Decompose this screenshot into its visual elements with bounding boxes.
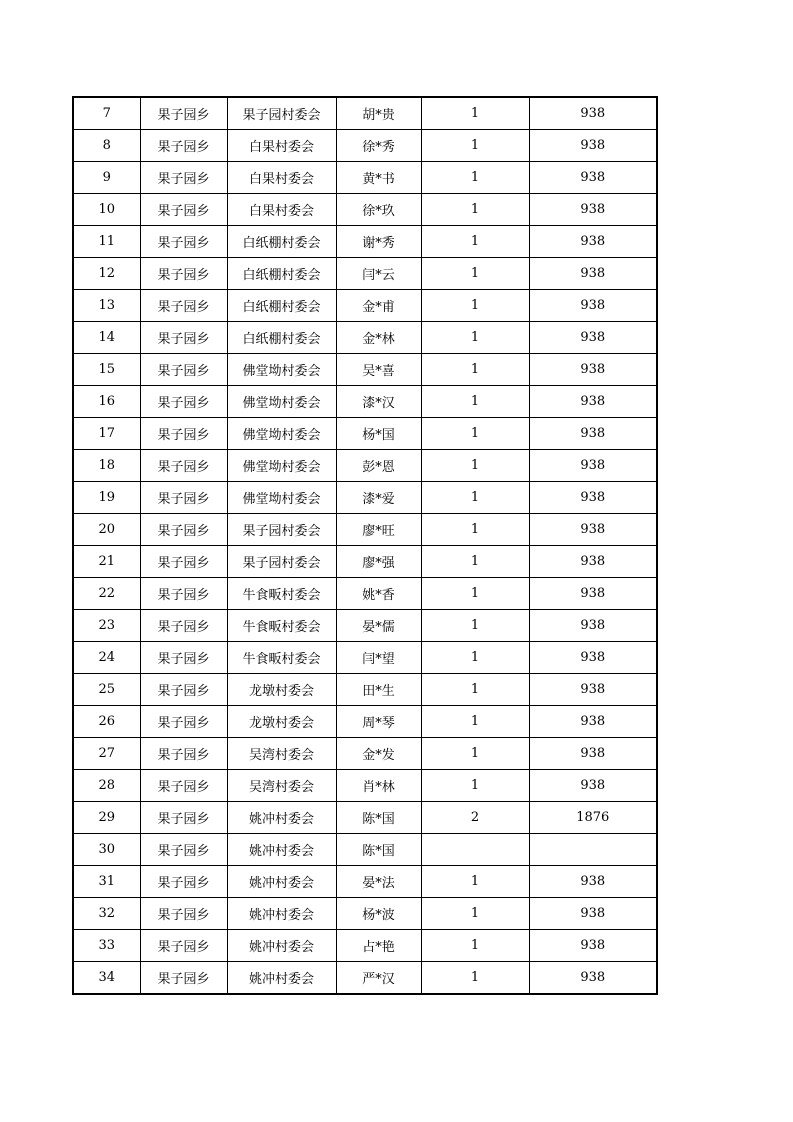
table-row [73,578,657,610]
village-committee-cell: 吴湾村委会 [227,738,336,770]
name-cell: 廖*旺 [336,514,421,546]
row-number-cell: 31 [73,866,140,898]
amount-cell: 938 [529,642,657,674]
table-row [73,866,657,898]
village-committee-cell: 果子园村委会 [227,546,336,578]
village-committee-cell: 龙墩村委会 [227,674,336,706]
row-number-cell: 10 [73,194,140,226]
village-committee-cell: 佛堂坳村委会 [227,450,336,482]
row-number-cell: 28 [73,770,140,802]
row-number-cell: 9 [73,162,140,194]
amount-cell: 938 [529,194,657,226]
row-number-cell: 12 [73,258,140,290]
table-row [73,898,657,930]
village-committee-cell: 白纸棚村委会 [227,258,336,290]
village-committee-cell: 佛堂坳村委会 [227,482,336,514]
count-cell: 1 [421,482,529,514]
table-row [73,738,657,770]
village-committee-cell: 果子园村委会 [227,97,336,130]
village-committee-cell: 牛食畈村委会 [227,610,336,642]
row-number-cell: 26 [73,706,140,738]
village-committee-cell: 吴湾村委会 [227,770,336,802]
table-row [73,802,657,834]
village-committee-cell: 牛食畈村委会 [227,642,336,674]
row-number-cell: 17 [73,418,140,450]
township-cell: 果子园乡 [140,194,227,226]
amount-cell: 938 [529,162,657,194]
township-cell: 果子园乡 [140,450,227,482]
data-table [72,96,658,995]
row-number-cell: 30 [73,834,140,866]
count-cell: 1 [421,258,529,290]
village-committee-cell: 姚冲村委会 [227,802,336,834]
row-number-cell: 18 [73,450,140,482]
amount-cell: 938 [529,770,657,802]
name-cell: 严*汉 [336,962,421,995]
township-cell: 果子园乡 [140,610,227,642]
table-row [73,770,657,802]
table-row [73,194,657,226]
count-cell: 1 [421,898,529,930]
township-cell: 果子园乡 [140,898,227,930]
name-cell: 晏*儒 [336,610,421,642]
name-cell: 漆*汉 [336,386,421,418]
row-number-cell: 8 [73,130,140,162]
table-row [73,226,657,258]
township-cell: 果子园乡 [140,770,227,802]
table-row [73,418,657,450]
name-cell: 周*琴 [336,706,421,738]
count-cell: 1 [421,770,529,802]
table-row [73,642,657,674]
table-row [73,258,657,290]
table-row [73,962,657,995]
name-cell: 杨*波 [336,898,421,930]
row-number-cell: 33 [73,930,140,962]
row-number-cell: 22 [73,578,140,610]
row-number-cell: 21 [73,546,140,578]
township-cell: 果子园乡 [140,674,227,706]
count-cell: 1 [421,706,529,738]
count-cell: 1 [421,866,529,898]
count-cell: 1 [421,514,529,546]
count-cell: 1 [421,546,529,578]
village-committee-cell: 姚冲村委会 [227,898,336,930]
amount-cell: 938 [529,578,657,610]
table-row [73,930,657,962]
township-cell: 果子园乡 [140,386,227,418]
village-committee-cell: 白纸棚村委会 [227,226,336,258]
township-cell: 果子园乡 [140,834,227,866]
row-number-cell: 11 [73,226,140,258]
name-cell: 晏*法 [336,866,421,898]
township-cell: 果子园乡 [140,802,227,834]
table-row [73,130,657,162]
village-committee-cell: 果子园村委会 [227,514,336,546]
township-cell: 果子园乡 [140,578,227,610]
township-cell: 果子园乡 [140,130,227,162]
village-committee-cell: 姚冲村委会 [227,866,336,898]
name-cell: 闫*云 [336,258,421,290]
row-number-cell: 27 [73,738,140,770]
table-row [73,514,657,546]
count-cell: 1 [421,738,529,770]
count-cell: 1 [421,97,529,130]
village-committee-cell: 白纸棚村委会 [227,290,336,322]
table-row [73,546,657,578]
township-cell: 果子园乡 [140,322,227,354]
count-cell: 1 [421,450,529,482]
amount-cell: 938 [529,386,657,418]
name-cell: 吴*喜 [336,354,421,386]
township-cell: 果子园乡 [140,354,227,386]
township-cell: 果子园乡 [140,418,227,450]
name-cell: 徐*玖 [336,194,421,226]
village-committee-cell: 佛堂坳村委会 [227,386,336,418]
village-committee-cell: 姚冲村委会 [227,962,336,995]
name-cell: 廖*强 [336,546,421,578]
township-cell: 果子园乡 [140,866,227,898]
count-cell: 1 [421,418,529,450]
village-committee-cell: 牛食畈村委会 [227,578,336,610]
amount-cell: 938 [529,354,657,386]
amount-cell: 938 [529,866,657,898]
amount-cell: 1876 [529,802,657,834]
name-cell: 陈*国 [336,834,421,866]
row-number-cell: 29 [73,802,140,834]
count-cell: 1 [421,962,529,995]
township-cell: 果子园乡 [140,226,227,258]
village-committee-cell: 白果村委会 [227,130,336,162]
township-cell: 果子园乡 [140,706,227,738]
row-number-cell: 23 [73,610,140,642]
amount-cell: 938 [529,290,657,322]
township-cell: 果子园乡 [140,258,227,290]
table-row [73,97,657,130]
name-cell: 占*艳 [336,930,421,962]
count-cell: 1 [421,642,529,674]
township-cell: 果子园乡 [140,962,227,995]
village-committee-cell: 白果村委会 [227,162,336,194]
row-number-cell: 20 [73,514,140,546]
table-row [73,610,657,642]
township-cell: 果子园乡 [140,482,227,514]
count-cell: 1 [421,162,529,194]
name-cell: 黄*书 [336,162,421,194]
table-row [73,674,657,706]
amount-cell: 938 [529,706,657,738]
name-cell: 彭*恩 [336,450,421,482]
amount-cell: 938 [529,482,657,514]
count-cell: 1 [421,226,529,258]
row-number-cell: 7 [73,97,140,130]
name-cell: 徐*秀 [336,130,421,162]
township-cell: 果子园乡 [140,97,227,130]
table-row [73,162,657,194]
village-committee-cell: 龙墩村委会 [227,706,336,738]
name-cell: 金*林 [336,322,421,354]
row-number-cell: 19 [73,482,140,514]
count-cell [421,834,529,866]
village-committee-cell: 姚冲村委会 [227,834,336,866]
count-cell: 1 [421,930,529,962]
count-cell: 1 [421,322,529,354]
count-cell: 1 [421,386,529,418]
row-number-cell: 25 [73,674,140,706]
count-cell: 1 [421,674,529,706]
name-cell: 胡*贵 [336,97,421,130]
amount-cell: 938 [529,258,657,290]
village-committee-cell: 姚冲村委会 [227,930,336,962]
table-row [73,290,657,322]
count-cell: 2 [421,802,529,834]
row-number-cell: 14 [73,322,140,354]
count-cell: 1 [421,354,529,386]
name-cell: 陈*国 [336,802,421,834]
count-cell: 1 [421,130,529,162]
name-cell: 金*甫 [336,290,421,322]
row-number-cell: 13 [73,290,140,322]
amount-cell: 938 [529,738,657,770]
village-committee-cell: 佛堂坳村委会 [227,418,336,450]
amount-cell: 938 [529,450,657,482]
village-committee-cell: 佛堂坳村委会 [227,354,336,386]
table-row [73,386,657,418]
amount-cell: 938 [529,418,657,450]
table-row [73,482,657,514]
table-row [73,322,657,354]
row-number-cell: 24 [73,642,140,674]
count-cell: 1 [421,290,529,322]
row-number-cell: 16 [73,386,140,418]
amount-cell: 938 [529,546,657,578]
table-row [73,354,657,386]
table-row [73,450,657,482]
township-cell: 果子园乡 [140,930,227,962]
amount-cell: 938 [529,514,657,546]
amount-cell: 938 [529,962,657,995]
village-committee-cell: 白果村委会 [227,194,336,226]
table-body [73,97,657,994]
name-cell: 漆*爱 [336,482,421,514]
township-cell: 果子园乡 [140,546,227,578]
name-cell: 姚*香 [336,578,421,610]
row-number-cell: 32 [73,898,140,930]
name-cell: 闫*望 [336,642,421,674]
table-row [73,834,657,866]
amount-cell: 938 [529,610,657,642]
township-cell: 果子园乡 [140,162,227,194]
name-cell: 谢*秀 [336,226,421,258]
name-cell: 杨*国 [336,418,421,450]
count-cell: 1 [421,578,529,610]
amount-cell: 938 [529,226,657,258]
amount-cell: 938 [529,97,657,130]
amount-cell [529,834,657,866]
amount-cell: 938 [529,930,657,962]
name-cell: 金*发 [336,738,421,770]
amount-cell: 938 [529,674,657,706]
count-cell: 1 [421,194,529,226]
amount-cell: 938 [529,322,657,354]
township-cell: 果子园乡 [140,738,227,770]
township-cell: 果子园乡 [140,514,227,546]
amount-cell: 938 [529,898,657,930]
township-cell: 果子园乡 [140,290,227,322]
village-committee-cell: 白纸棚村委会 [227,322,336,354]
township-cell: 果子园乡 [140,642,227,674]
row-number-cell: 34 [73,962,140,995]
amount-cell: 938 [529,130,657,162]
row-number-cell: 15 [73,354,140,386]
name-cell: 田*生 [336,674,421,706]
count-cell: 1 [421,610,529,642]
name-cell: 肖*林 [336,770,421,802]
table-row [73,706,657,738]
